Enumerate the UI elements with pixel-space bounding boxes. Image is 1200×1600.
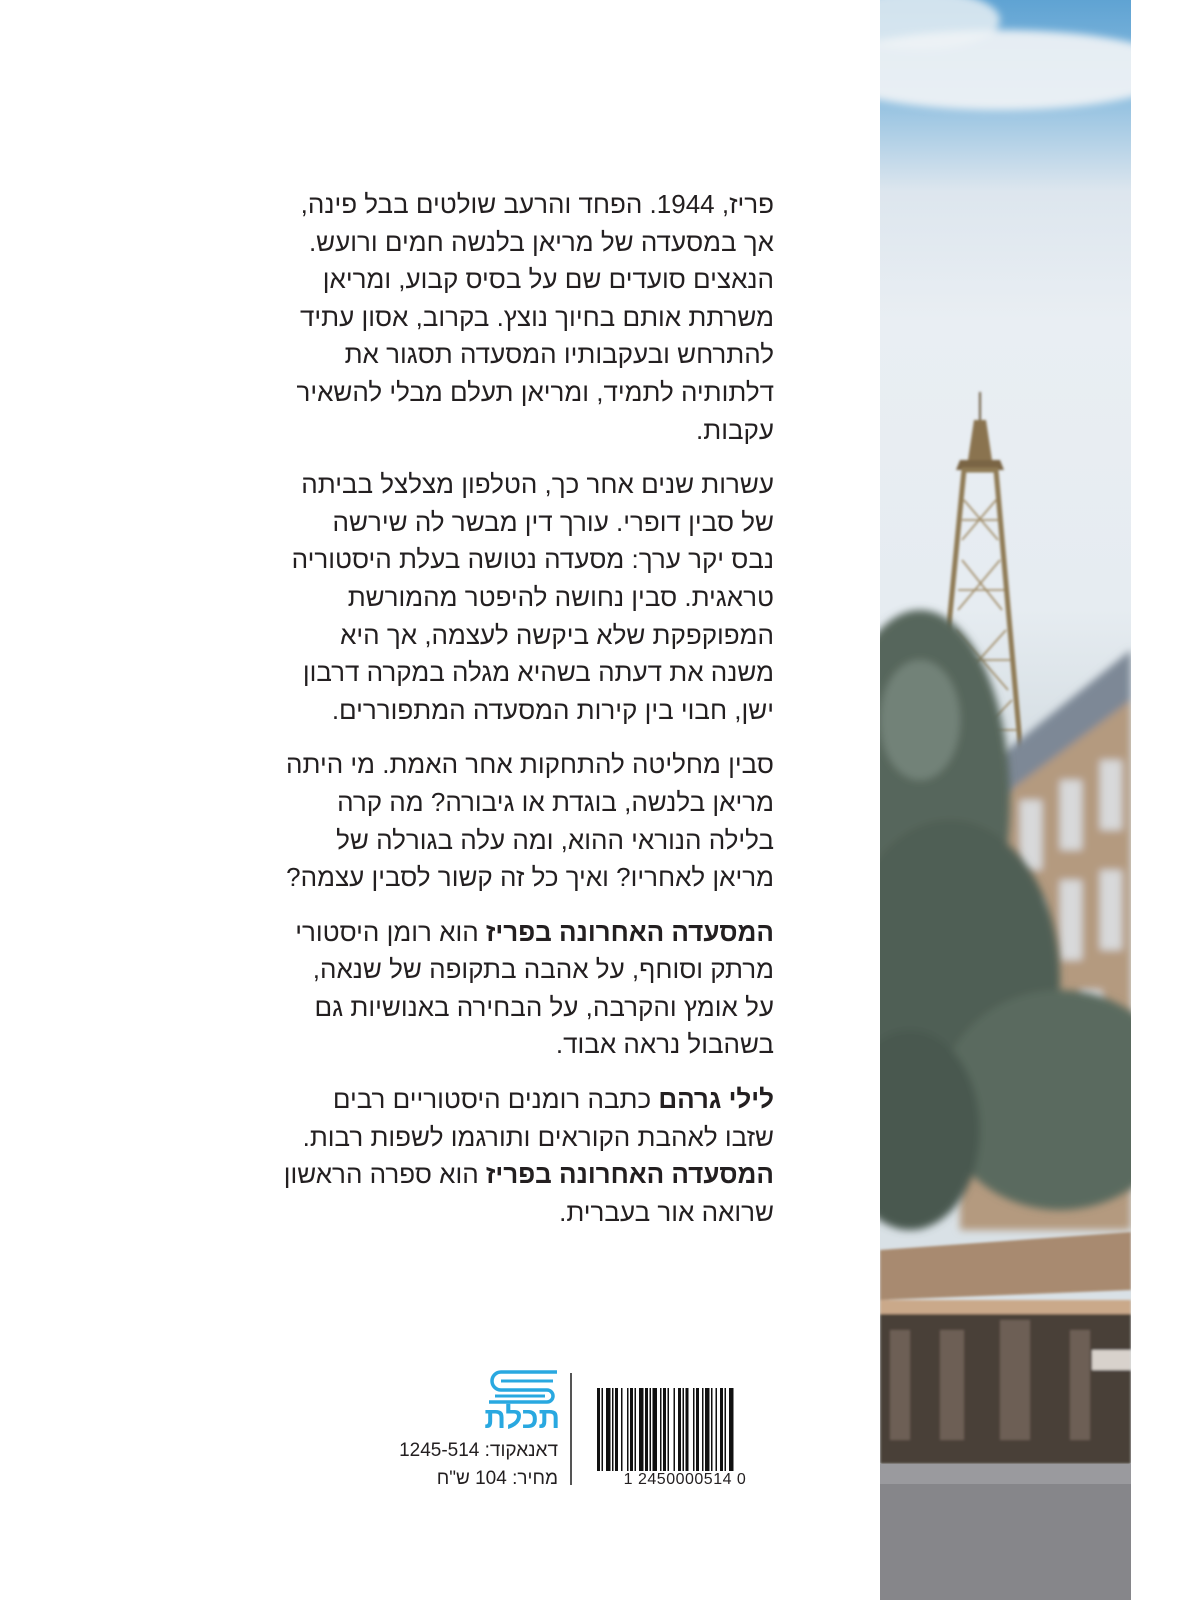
blurb-text: פריז, 1944. הפחד והרעב שולטים בבל פינה, <box>300 189 774 219</box>
blurb-line <box>190 579 774 617</box>
blurb-text: הוא ספרה הראשון <box>283 1159 486 1190</box>
barcode-bar <box>606 1388 611 1471</box>
blurb-text: מריאן לאחריו? ואיך כל זה קשור לסבין עצמה? <box>286 862 774 893</box>
barcode-bar <box>615 1388 618 1471</box>
barcode-bar <box>683 1388 685 1471</box>
barcode-bar <box>597 1388 600 1471</box>
bold-title: לילי גרהם <box>658 1084 774 1115</box>
barcode-bar <box>693 1388 695 1471</box>
blurb-line <box>190 466 774 504</box>
blurb-line <box>190 1156 774 1194</box>
barcode-bar <box>645 1388 648 1471</box>
blurb-text: בשהבול נראה אבוד. <box>555 1029 774 1060</box>
blurb-line <box>190 186 774 224</box>
blurb-text: דלתותיה לתמיד, ומריאן תעלם מבלי להשאיר <box>296 376 774 407</box>
photo-illustration <box>880 0 1131 1600</box>
barcode-bar <box>686 1388 689 1471</box>
blurb-line <box>190 1194 774 1232</box>
blurb-paragraph <box>190 914 774 1064</box>
blurb-line <box>190 914 774 952</box>
barcode-bar <box>663 1388 666 1471</box>
blurb-line <box>190 989 774 1027</box>
divider <box>570 1373 572 1485</box>
barcode-bar <box>725 1388 727 1471</box>
barcode <box>597 1388 773 1471</box>
blurb-line <box>190 261 774 299</box>
bold-title: המסעדה האחרונה בפריז <box>485 1159 774 1190</box>
blurb-text: נבס יקר ערך: מסעדה נטושה בעלת היסטוריה <box>291 544 774 575</box>
blurb-text: הוא רומן היסטורי <box>295 916 486 947</box>
barcode-bar <box>702 1388 704 1471</box>
blurb-line <box>190 504 774 542</box>
barcode-bar <box>627 1388 629 1471</box>
barcode-bar <box>612 1388 614 1471</box>
blurb-text: שזבו לאהבת הקוראים ותורגמו לשפות רבות. <box>302 1121 774 1152</box>
price: מחיר: 104 ש"ח <box>436 1468 558 1489</box>
blurb-paragraph <box>190 746 774 896</box>
barcode-bar <box>650 1388 652 1471</box>
blurb-text: משרתת אותם בחיוך נוצץ. בקרוב, אסון עתיד <box>299 301 774 332</box>
barcode-number: 1 2450000514 0 <box>623 1471 747 1488</box>
blurb-text: סבין מחליטה להתחקות אחר האמת. מי היתה <box>286 749 774 780</box>
barcode-bar <box>720 1388 723 1471</box>
blurb-text: ישן, חבוי בין קירות המסעדה המתפוררים. <box>331 694 774 725</box>
blurb-line <box>190 412 774 450</box>
blurb-line <box>190 299 774 337</box>
blurb-line <box>190 1119 774 1157</box>
blurb-text: טראגית. סבין נחושה להיפטר מהמורשת <box>347 581 774 612</box>
cover-photo-paris-eiffel-tower <box>880 0 1131 1600</box>
blurb-line <box>190 692 774 730</box>
barcode-bar <box>602 1388 604 1471</box>
blurb-text: אך במסעדה של מריאן בלנשה חמים ורועש. <box>308 226 774 257</box>
barcode-bar <box>729 1388 734 1471</box>
barcode-bar <box>660 1388 662 1471</box>
blurb-line <box>190 1026 774 1064</box>
blurb-line <box>190 951 774 989</box>
blurb-line <box>190 336 774 374</box>
blurb-text: עשרות שנים אחר כך, הטלפון מצלצל בביתה <box>301 469 774 500</box>
bold-title: המסעדה האחרונה בפריז <box>485 916 774 947</box>
blurb-line <box>190 822 774 860</box>
blurb-line <box>190 617 774 655</box>
barcode-bar <box>630 1388 633 1471</box>
blurb-text: משנה את דעתה בשהיא מגלה במקרה דרבון <box>302 657 774 688</box>
barcode-bar <box>711 1388 713 1471</box>
blurb-paragraph <box>190 1081 774 1231</box>
barcode-bar <box>668 1388 670 1471</box>
blurb-line <box>190 224 774 262</box>
blurb-text: הנאצים סועדים שם על בסיס קבוע, ומריאן <box>322 264 774 295</box>
blurb-text: שרואה אור בעברית. <box>559 1196 774 1227</box>
blurb-text: בלילה הנוראי ההוא, ומה עלה בגורלה של <box>336 824 774 855</box>
blurb-line <box>190 541 774 579</box>
blurb-line <box>190 784 774 822</box>
blurb-text: מריאן בלנשה, בוגדת או גיבורה? מה קרה <box>337 786 774 817</box>
blurb-line <box>190 746 774 784</box>
blurb-text: מרתק וסוחף, על אהבה בתקופה של שנאה, <box>312 954 774 985</box>
barcode-bar <box>674 1388 676 1471</box>
blurb-text: של סבין דופרי. עורך דין מבשר לה שירשה <box>332 506 774 537</box>
barcode-bar <box>705 1388 710 1471</box>
blurb-text: כתבה רומנים היסטוריים רבים <box>332 1084 659 1115</box>
blurb-line <box>190 654 774 692</box>
publisher-name: תכלת <box>484 1402 560 1435</box>
blurb-paragraph <box>190 186 774 449</box>
barcode-bar <box>678 1388 681 1471</box>
danacode: דאנאקוד: 1245-514 <box>399 1440 558 1461</box>
blurb-line <box>190 1081 774 1119</box>
blurb-paragraph <box>190 466 774 729</box>
barcode-bar <box>696 1388 699 1471</box>
publisher-logo-icon <box>487 1370 559 1404</box>
back-cover-blurb <box>190 186 774 1248</box>
barcode-bar <box>639 1388 644 1471</box>
publishing-info <box>360 1360 780 1500</box>
barcode-bar <box>716 1388 718 1471</box>
barcode-bar <box>621 1388 623 1471</box>
blurb-text: להתרחש ובעקבותיו המסעדה תסגור את <box>344 339 774 370</box>
blurb-text: עקבות. <box>696 414 774 445</box>
blurb-text: על אומץ והקרבה, על הבחירה באנושיות גם <box>314 991 774 1022</box>
blurb-text: המפוקפקת שלא ביקשה לעצמה, אך היא <box>340 619 774 650</box>
barcode-bar <box>653 1388 658 1471</box>
blurb-line <box>190 859 774 897</box>
barcode-bar <box>635 1388 637 1471</box>
blurb-line <box>190 374 774 412</box>
